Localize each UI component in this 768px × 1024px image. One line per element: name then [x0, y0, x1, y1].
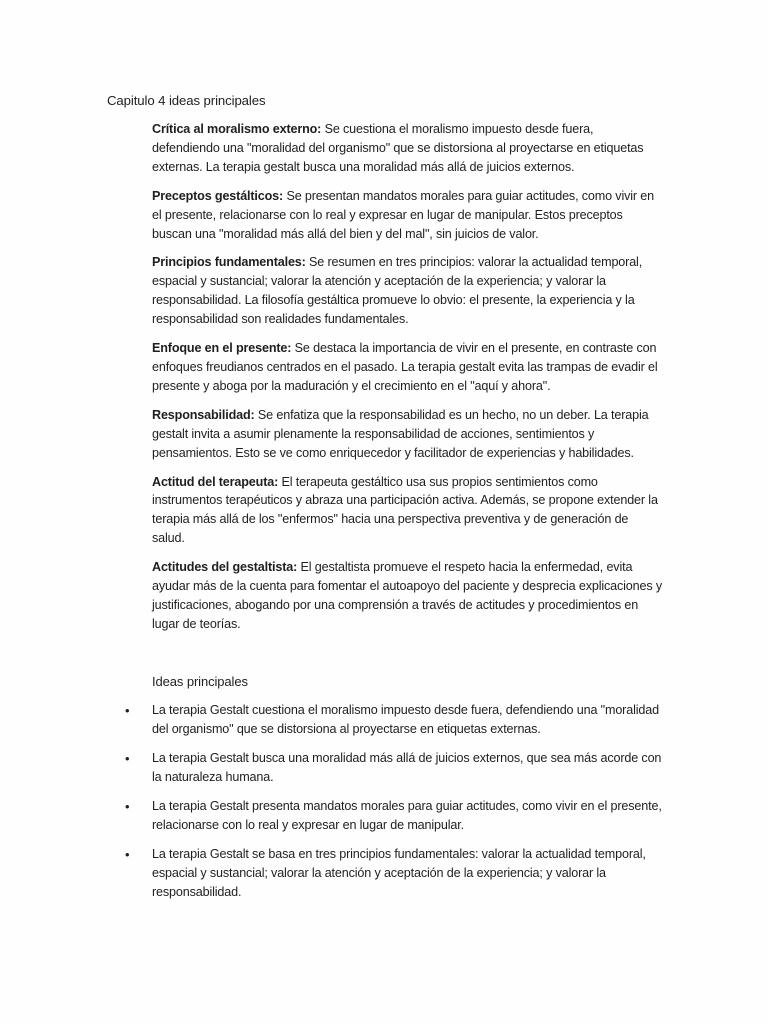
section-paragraph	[152, 339, 662, 396]
section-paragraph	[152, 473, 662, 549]
bullet-text: La terapia Gestalt presenta mandatos morales para guiar actitudes, como vivir en el presente, relacionarse con lo real y expresar en lugar de manipular.	[152, 799, 662, 832]
section-text: Se resumen en tres principios: valorar la actualidad temporal, espacial y sustancial; valorar la atención y aceptación de la experiencia; y valorar la responsabilidad. La filosofía gestáltica promueve lo obvio: el presente, la experiencia y la responsabilidad son realidades fundamentales.	[152, 255, 643, 327]
section-text: Se presentan mandatos morales para guiar actitudes, como vivir en el presente, relacionarse con lo real y expresar en lugar de manipular. Estos preceptos buscan una "moralidad más allá del bien y del mal", sin juicios de valor.	[152, 188, 655, 241]
section-lead: Actitud del terapeuta:	[152, 474, 279, 489]
list-item	[121, 701, 662, 739]
section-text: Se cuestiona el moralismo impuesto desde fuera, defendiendo una "moralidad del organismo" que se distorsiona al proyectarse en etiquetas externas. La terapia gestalt busca una moralidad más allá de juicios externos.	[152, 122, 644, 174]
section-lead: Actitudes del gestaltista:	[152, 560, 298, 575]
section-paragraph	[152, 120, 662, 177]
section-text: El terapeuta gestáltico usa sus propios sentimientos como instrumentos terapéuticos y abraza una participación activa. Además, se propone extender la terapia más allá de los "enfermos" hacia una perspectiva preventiva y de generación de salud.	[152, 474, 658, 546]
section-paragraph	[152, 253, 662, 329]
bullet-list	[121, 701, 662, 912]
sections-list	[152, 120, 662, 644]
document-title: Capitulo 4 ideas principales	[107, 93, 266, 108]
section-lead: Crítica al moralismo externo:	[152, 122, 322, 136]
bullet-text: La terapia Gestalt se basa en tres principios fundamentales: valorar la actualidad temporal, espacial y sustancial; valorar la atención y aceptación de la experiencia; y valorar la responsabilidad.	[152, 847, 646, 899]
bullet-text: La terapia Gestalt busca una moralidad más allá de juicios externos, que sea más acorde con la naturaleza humana.	[152, 751, 662, 784]
bullet-icon: •	[125, 703, 130, 718]
section-lead: Principios fundamentales:	[152, 255, 306, 270]
bullet-text: La terapia Gestalt cuestiona el moralismo impuesto desde fuera, defendiendo una "moralidad del organismo" que se distorsiona al proyectarse en etiquetas externas.	[152, 703, 659, 736]
bullet-icon: •	[125, 751, 130, 766]
bullet-icon: •	[125, 799, 130, 814]
ideas-heading: Ideas principales	[152, 674, 248, 689]
section-text: El gestaltista promueve el respeto hacia la enfermedad, evita ayudar más de la cuenta para fomentar el autoapoyo del paciente y desprecia explicaciones y justificaciones, abogando por una comprensión a través de actitudes y procedimientos en lugar de teorías.	[152, 560, 663, 631]
section-paragraph	[152, 406, 662, 463]
section-lead: Preceptos gestálticos:	[152, 188, 284, 203]
list-item	[121, 845, 662, 902]
section-lead: Enfoque en el presente:	[152, 341, 292, 356]
section-text: Se enfatiza que la responsabilidad es un hecho, no un deber. La terapia gestalt invita a asumir plenamente la responsabilidad de acciones, sentimientos y pensamientos. Esto se ve como enriquecedor y facilitador de experiencias y habilidades.	[152, 407, 649, 460]
section-lead: Responsabilidad:	[152, 407, 255, 422]
bullet-icon: •	[125, 847, 130, 862]
section-paragraph	[152, 558, 662, 634]
list-item	[121, 797, 662, 835]
section-text: Se destaca la importancia de vivir en el presente, en contraste con enfoques freudianos centrados en el pasado. La terapia gestalt evita las trampas de evadir el presente y aboga por la maduración y el crecimiento en el "aquí y ahora".	[152, 341, 658, 393]
section-paragraph	[152, 187, 662, 244]
list-item	[121, 749, 662, 787]
